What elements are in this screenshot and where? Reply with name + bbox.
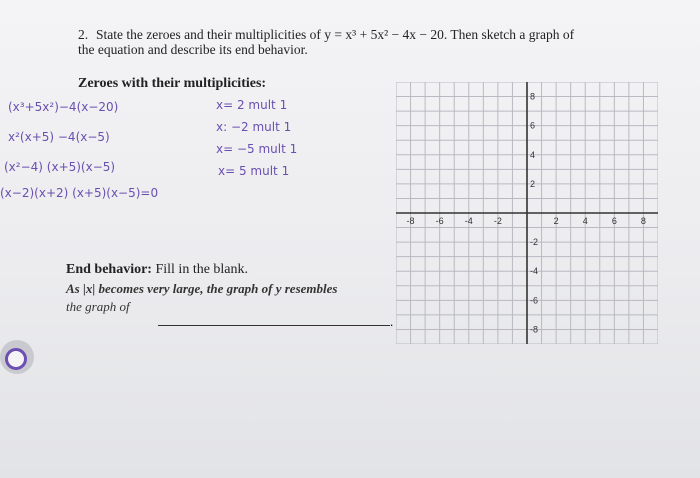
zero-entry-4: x= 5 mult 1 [218, 164, 290, 178]
answer-period: . [390, 314, 394, 329]
y-tick-label: 4 [530, 149, 536, 160]
y-tick-label: 8 [530, 91, 536, 102]
y-tick-label: 2 [530, 178, 536, 189]
y-tick-label: -4 [530, 266, 539, 277]
end-behavior-heading [66, 262, 248, 278]
question-line-2: the equation and describe its end behavior. [78, 42, 308, 57]
answer-blank[interactable] [158, 325, 390, 326]
y-tick-label: -8 [530, 324, 539, 335]
end-behavior-line-1: As |x| becomes very large, the graph of y resembles [66, 281, 338, 296]
end-behavior-line-2: the graph of [66, 299, 130, 314]
work-line-3: (x²−4) (x+5)(x−5) [4, 160, 116, 174]
y-tick-label: -2 [530, 237, 539, 248]
work-line-1: (x³+5x²)−4(x−20) [8, 100, 119, 114]
work-line-2: x²(x+5) −4(x−5) [8, 130, 110, 144]
x-tick-label: -2 [493, 216, 502, 226]
zero-entry-3: x= −5 mult 1 [216, 142, 298, 156]
y-tick-label: 6 [530, 120, 536, 131]
x-tick-label: -4 [464, 216, 473, 226]
x-tick-label: 4 [582, 216, 588, 226]
axes [396, 82, 658, 344]
x-tick-label: 8 [640, 216, 646, 226]
grid-svg [396, 82, 658, 344]
coordinate-grid[interactable] [396, 82, 658, 349]
zeroes-heading: Zeroes with their multiplicities: [78, 76, 267, 91]
question-line-1: State the zeroes and their multiplicities of y = x³ + 5x² − 4x − 20. Then sketch a graph of [96, 27, 575, 42]
x-tick-label: -8 [406, 216, 415, 226]
y-tick-label: -6 [530, 295, 539, 306]
x-tick-label: -6 [435, 216, 444, 226]
binder-ring-icon [5, 348, 27, 370]
end-behavior-label: End behavior: [66, 262, 152, 277]
work-line-4: (x−2)(x+2) (x+5)(x−5)=0 [0, 186, 159, 200]
x-tick-label: 2 [553, 216, 559, 226]
question-number: 2. [78, 27, 89, 42]
x-tick-label: 6 [611, 216, 617, 226]
zero-entry-1: x= 2 mult 1 [216, 98, 288, 112]
zero-entry-2: x: −2 mult 1 [216, 120, 292, 134]
end-behavior-instruction: Fill in the blank. [155, 262, 249, 277]
